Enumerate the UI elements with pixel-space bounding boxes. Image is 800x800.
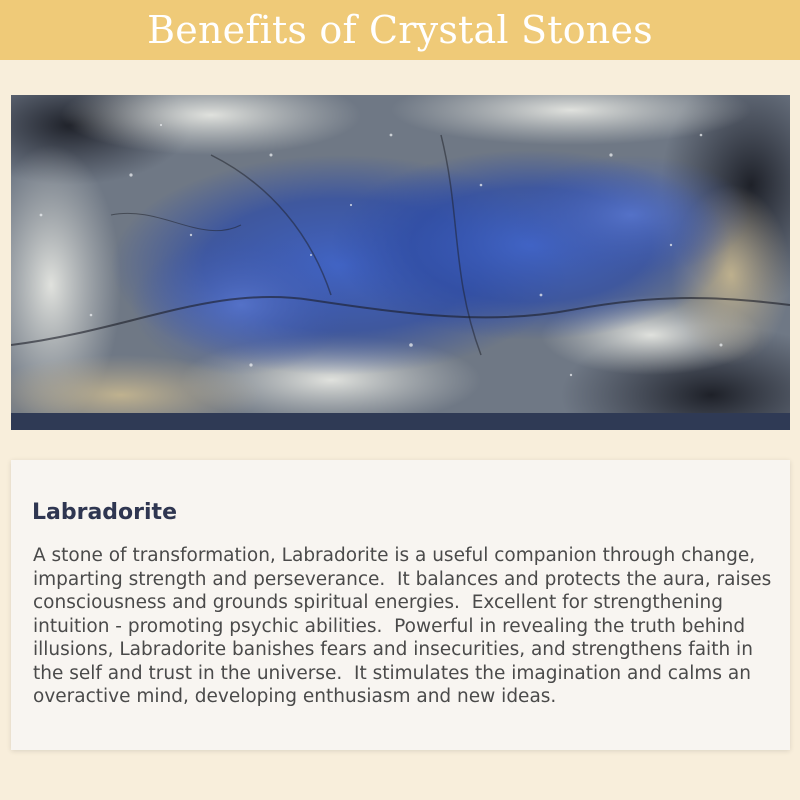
stone-description: A stone of transformation, Labradorite is a useful companion through change, imparting strength and perseverance. It balances and protects the aura, raises consciousness and grounds spiritual energies. Excellent for strengthening intuition - promoting psychic abilities. Powerful in revealing the truth behind illusions, Labradorite banishes fears and insecurities, and strengthens faith in the self and trust in the universe. It stimulates the imagination and calms an overactive mind, developing enthusiasm and new ideas. bbox=[33, 545, 778, 707]
stone-info-card bbox=[11, 460, 790, 750]
page-header bbox=[0, 0, 800, 60]
page-title: Benefits of Crystal Stones bbox=[147, 8, 653, 52]
labradorite-photo bbox=[11, 95, 790, 430]
stone-name: Labradorite bbox=[32, 500, 177, 525]
stone-image bbox=[11, 95, 790, 413]
